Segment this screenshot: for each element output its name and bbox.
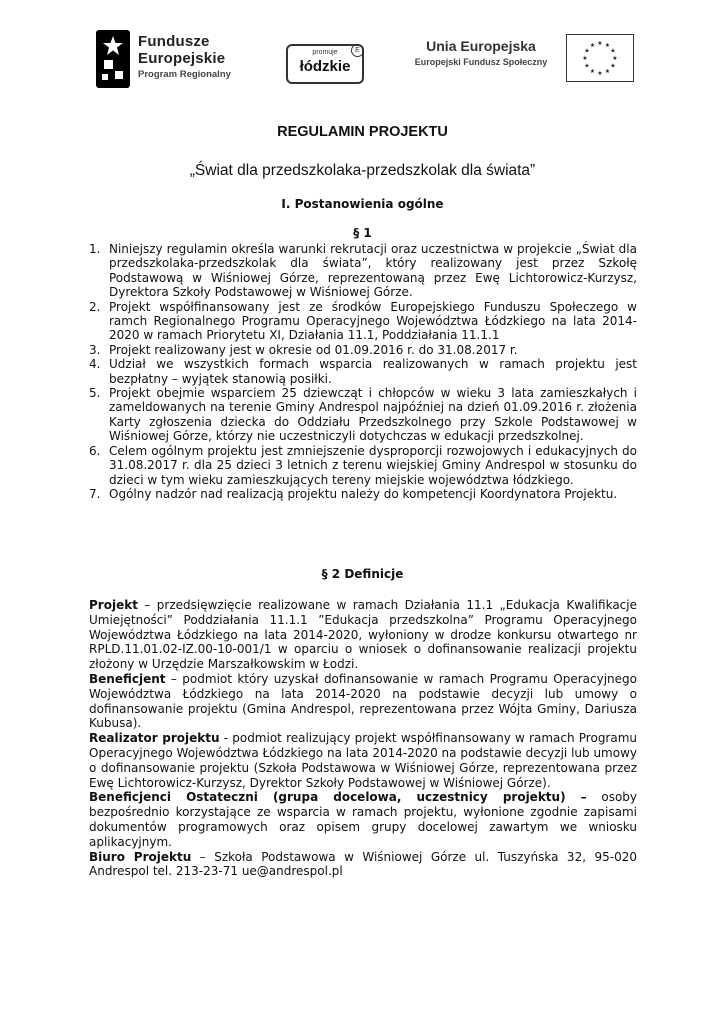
paragraph-2-heading: § 2 Definicje — [321, 567, 404, 581]
svg-text:★: ★ — [604, 68, 611, 75]
rule-number: 6. — [89, 443, 101, 458]
definition-term: Biuro Projektu — [89, 849, 192, 864]
lodzkie-logo-big: łódzkie — [299, 58, 351, 75]
lodzkie-logo — [286, 38, 366, 84]
svg-text:★: ★ — [589, 42, 596, 49]
svg-text:★: ★ — [584, 47, 590, 55]
lodzkie-logo-mark: E — [351, 44, 364, 57]
eu-flag-icon — [566, 34, 634, 82]
fe-logo-line3: Program Regionalny — [138, 69, 231, 80]
document-title: REGULAMIN PROJEKTU — [277, 124, 448, 140]
svg-text:★: ★ — [604, 42, 611, 49]
document-subtitle: „Świat dla przedszkolaka-przedszkolak dla świata” — [189, 162, 536, 179]
rule-number: 7. — [89, 486, 101, 501]
definition-text: - podmiot realizujący projekt współfinansowany w ramach Programu Operacyjnego Województwa Łódzkiego na lata 2014-2020 na podstawie decyzji lub umowy o dofinansowanie projektu (Szkoła Podstawowa w Wiśniowej Górze, reprezentowana przez Ewę Lichtorowicz-Kurzysz, Dyrektor Szkoły Podstawowej w Wiśniowej Górze). — [89, 731, 638, 790]
svg-text:★: ★ — [610, 62, 616, 70]
definition-text: – Szkoła Podstawowa w Wiśniowej Górze ul. Tuszyńska 32, 95-020 Andrespol tel. 213-23-71 ue@andrespol.pl — [89, 849, 637, 879]
rule-number: 4. — [89, 357, 101, 372]
definition-term: Realizator projektu — [89, 731, 220, 746]
rule-text: Projekt obejmie wsparciem 25 dziewcząt i chłopców w wieku 3 lata zamieszkałych i zameldowanych na terenie Gminy Andrespol najpóźniej na dzień 01.09.2016 r. złożenia Karty zgłoszenia dziecka do Oddziału Przedszkolnego przy Szkole Podstawowej w Wiśniowej Górze, którzy nie uczestniczyli dotychczas w edukacji przedszkolnej. — [109, 386, 637, 444]
rule-item — [89, 242, 637, 300]
definition-item — [89, 598, 637, 672]
definition-term: Beneficjenci Ostateczni (grupa docelowa, uczestnicy projektu) – — [89, 790, 587, 805]
rules-list — [89, 242, 637, 501]
rule-item — [89, 386, 637, 444]
definition-text: – przedsięwzięcie realizowane w ramach Działania 11.1 „Edukacja Kwalifikacje Umiejętności” Poddziałania 11.1.1 ”Edukacja przedszkolna” Programu Operacyjnego Województwa Łódzkiego na lata 2014-2020, wyłoniony w drodze konkursu otwartego nr RPLD.11.01.02-IZ.00-10-001/1 w oparciu o wniosek o dofinansowanie realizacji projektu złożony w Urzędzie Marszałkowskim w Łodzi. — [89, 598, 637, 672]
rule-text: Projekt realizowany jest w okresie od 01.09.2016 r. do 31.08.2017 r. — [109, 342, 518, 357]
svg-text:★: ★ — [612, 55, 618, 62]
rule-item — [89, 343, 637, 357]
rule-text: Niniejszy regulamin określa warunki rekrutacji oraz uczestnictwa w projekcie „Świat dla przedszkolaka-przedszkolak dla świata”, który realizowany jest przez Szkołę Podstawową w Wiśniowej Górze, reprezentowaną przez Ewę Lichtorowicz-Kurzysz, Dyrektora Szkoły Podstawowej w Wiśniowej Górze. — [109, 242, 637, 300]
section-1-heading: I. Postanowienia ogólne — [281, 197, 444, 211]
definition-item — [89, 672, 637, 731]
definition-text: osoby bezpośrednio korzystające ze wsparcia w ramach projektu, wyłonione zgodnie zapisami dokumentów programowych oraz opisem grupy docelowej zawartym we wniosku aplikacyjnym. — [89, 790, 638, 849]
svg-text:★: ★ — [597, 70, 603, 77]
rule-number: 3. — [89, 342, 101, 357]
definition-item — [89, 850, 637, 880]
rule-text: Ogólny nadzór nad realizacją projektu należy do kompetencji Koordynatora Projektu. — [109, 486, 618, 501]
rule-item — [89, 300, 637, 343]
rule-number: 1. — [89, 242, 101, 256]
definition-term: Projekt — [89, 598, 138, 612]
rule-item — [89, 357, 637, 386]
svg-text:★: ★ — [589, 68, 596, 75]
rule-number: 5. — [89, 386, 101, 401]
rule-item — [89, 487, 637, 501]
rule-text: Projekt współfinansowany jest ze środków Europejskiego Funduszu Społeczego w ramch Regionalnego Programu Operacyjnego Województwa Łódzkiego na lata 2014-2020 w ramach Priorytetu XI, Działania 11.1, Poddziałania 11.1.1 — [109, 299, 637, 343]
rule-text: Celem ogólnym projektu jest zmniejszenie dysproporcji rozwojowych i edukacyjnych do 31.08.2017 r. dla 25 dzieci 3 letnich z terenu wiejskiej Gminy Andrespol w stosunku do dzieci w tym wieku zamieszkujących tereny miejskie województwa łódzkiego. — [109, 443, 637, 487]
fe-logo-line1: Fundusze — [138, 33, 210, 50]
lodzkie-logo-small: promuje — [312, 49, 338, 56]
definitions-list — [89, 598, 637, 879]
ue-logo-line2: Europejski Fundusz Społeczny — [414, 57, 548, 67]
ue-logo-line1: Unia Europejska — [426, 38, 536, 54]
definition-item — [89, 731, 637, 790]
logo-header — [96, 24, 636, 98]
paragraph-1-heading: § 1 — [353, 226, 372, 240]
svg-text:★: ★ — [582, 55, 588, 62]
unia-europejska-logo — [406, 34, 636, 88]
svg-text:★: ★ — [610, 47, 616, 55]
definition-text: – podmiot który uzyskał dofinansowanie w ramach Programu Operacyjnego Województwa Łódzkiego na lata 2014-2020 na podstawie decyzji lub umowy o dofinansowanie projektu (Gmina Andrespol, reprezentowana przez Wójta Gminy, Dariusza Kubusa). — [89, 671, 637, 731]
rule-number: 2. — [89, 299, 101, 314]
definition-item — [89, 790, 637, 849]
fundusze-europejskie-logo — [96, 28, 256, 92]
rule-item — [89, 444, 637, 487]
definition-term: Beneficjent — [89, 671, 166, 686]
fe-logo-line2: Europejskie — [138, 50, 226, 67]
rule-text: Udział we wszystkich formach wsparcia realizowanych w ramach projektu jest bezpłatny – wyjątek stanowią posiłki. — [109, 357, 637, 386]
svg-text:★: ★ — [584, 62, 590, 70]
svg-text:★: ★ — [597, 40, 603, 47]
fundusze-europejskie-emblem-icon — [96, 30, 130, 88]
